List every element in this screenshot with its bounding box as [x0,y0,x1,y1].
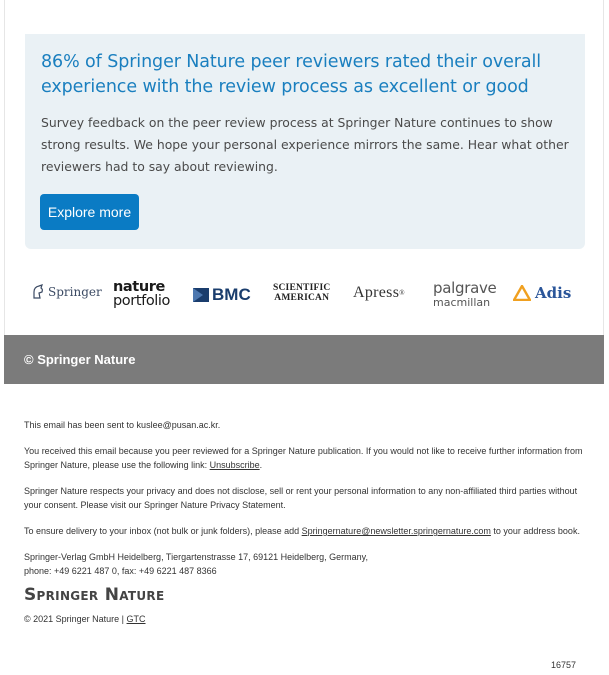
explore-more-button[interactable]: Explore more [40,194,139,230]
brand-logos [29,278,585,314]
newsletter-email-link[interactable]: Springernature@newsletter.springernature.com [301,526,491,536]
nature-label: nature [113,279,165,295]
springer-logo[interactable] [31,284,102,300]
delivery-paragraph [24,524,584,538]
registered-mark: ® [399,289,405,297]
nature-portfolio-logo[interactable] [113,280,170,308]
address-line-2: phone: +49 6221 487 0, fax: +49 6221 487 8366 [24,566,217,576]
delivery-text: To ensure delivery to your inbox (not bulk or junk folders), please add [24,526,302,536]
delivery-end: to your address book. [490,526,580,536]
copyright-bar [4,335,604,384]
address-line-1: Springer-Verlag GmbH Heidelberg, Tiergartenstrasse 17, 69121 Heidelberg, Germany, [24,552,369,562]
portfolio-label: portfolio [113,293,171,309]
reason-text: You received this email because you peer reviewed for a Springer Nature publication. If you would not like to receive further information from Springer Nature, please use the following link: [24,446,583,470]
springer-horse-icon [31,284,45,300]
feature-body: Survey feedback on the peer review process at Springer Nature continues to show strong results. We hope your personal experience mirrors the same. Hear what other reviewers had to say about reviewing. [41,115,569,174]
sent-to-text: This email has been sent to kuslee@pusan.ac.kr. [24,420,221,430]
privacy-text: Springer Nature respects your privacy and does not disclose, sell or rent your personal information to any non-affiliated third parties without your consent. Please visit our Springer Nature Privacy Statement. [24,486,578,510]
feature-box [25,34,585,249]
issue-code: 16757 [551,660,577,670]
copyright-bar-text: © Springer Nature [24,352,136,367]
palgrave-macmillan-logo[interactable] [433,280,496,309]
bmc-triangle-icon [193,287,209,303]
american-label: AMERICAN [274,293,330,303]
feature-title: 86% of Springer Nature peer reviewers rated their overall experience with the review process as excellent or good [41,52,542,97]
reason-paragraph [24,444,584,472]
apress-label: Apress [353,284,400,301]
palgrave-label: palgrave [433,279,497,297]
adis-logo[interactable] [513,284,571,302]
bmc-logo[interactable] [193,285,251,305]
springer-nature-wordmark: Springer Nature [24,585,165,605]
gtc-link[interactable]: GTC [126,614,146,624]
apress-logo[interactable] [353,284,405,302]
copyright-text: © 2021 Springer Nature | [24,614,127,624]
copyright-line [24,612,584,626]
address-paragraph [24,550,584,578]
unsubscribe-link[interactable]: Unsubscribe [209,460,260,470]
springer-label: Springer [48,285,102,299]
email-footer [24,418,584,638]
scientific-label: SCIENTIFIC [273,283,331,293]
reason-end: . [259,460,263,470]
email-card [4,0,604,335]
adis-triangle-icon [513,285,531,301]
bmc-label: BMC [212,285,251,304]
adis-label: Adis [535,284,572,302]
scientific-american-logo[interactable] [273,283,330,303]
macmillan-label: macmillan [433,296,491,309]
